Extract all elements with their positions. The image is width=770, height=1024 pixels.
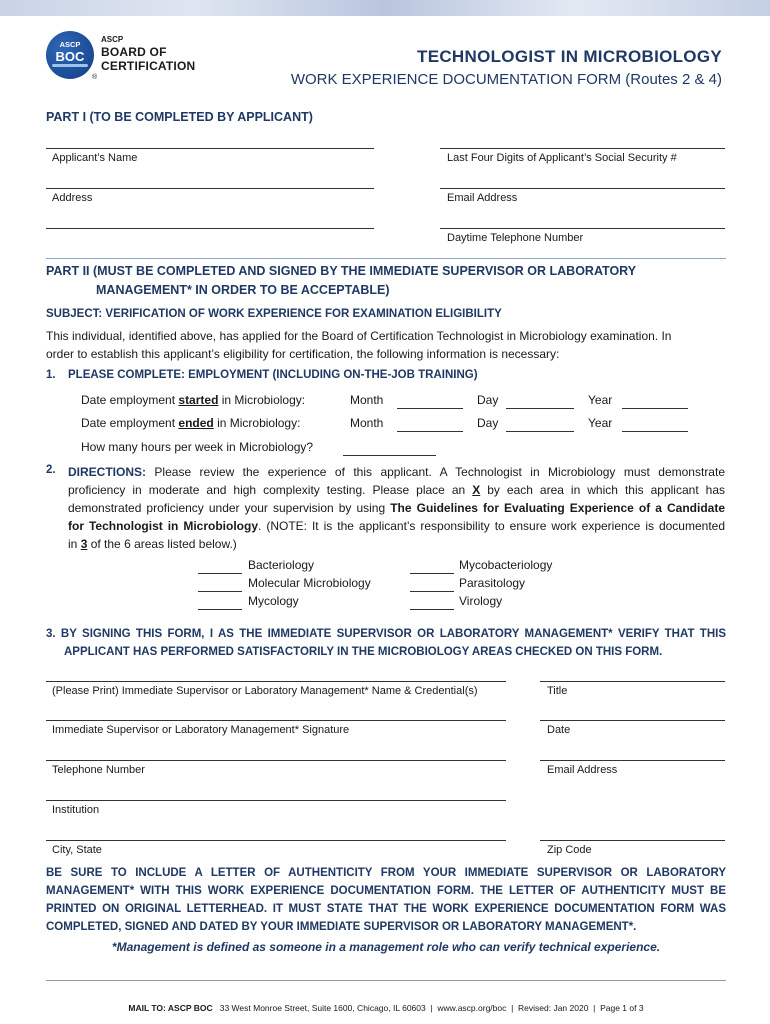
started-month-label: Month [350,393,384,407]
intro-line1: This individual, identified above, has applied for the Board of Certification Technologist in Microbiology examination. In [46,329,672,343]
phone-label: Daytime Telephone Number [447,232,584,244]
hours-per-week-label: How many hours per week in Microbiology? [81,440,314,454]
part1-heading: PART I (TO BE COMPLETED BY APPLICANT) [46,110,313,124]
started-year-field[interactable] [622,408,688,409]
institution-label: Institution [52,804,100,816]
ended-day-field[interactable] [506,431,574,432]
molecular-checkbox[interactable] [198,591,242,592]
phone-field[interactable] [440,228,725,229]
directions-line2: proficiency in moderate and high complexity testing. Please place an X by each area in which this applicant has [68,483,725,497]
form-title: TECHNOLOGIST IN MICROBIOLOGY [417,47,722,66]
city-state-label: City, State [52,844,102,856]
logo-line-board: BOARD OF [101,45,167,59]
warning-line2: MANAGEMENT* WITH THIS WORK EXPERIENCE DOCUMENTATION FORM. THE LETTER OF AUTHENTICITY MUST BE [46,885,726,897]
top-banner [0,0,770,16]
ended-year-field[interactable] [622,431,688,432]
title-field[interactable] [540,681,725,682]
started-day-label: Day [477,393,499,407]
bacteriology-checkbox[interactable] [198,573,242,574]
section3-line1: 3. BY SIGNING THIS FORM, I AS THE IMMEDIATE SUPERVISOR OR LABORATORY MANAGEMENT* VERIFY THAT THIS [46,628,726,640]
date-started-label: Date employment started in Microbiology: [81,393,306,407]
intro-line2: order to establish this applicant’s eligibility for certification, the following information is necessary: [46,347,560,361]
letter-of-authenticity-notice [46,864,726,936]
footer-address: 33 West Monroe Street, Suite 1600, Chicago, IL 60603 | www.ascp.org/boc | Revised: Jan 2020 | Page 1 of 3 [212,1003,644,1013]
email-label: Email Address [447,192,518,204]
area-virology: Virology [459,594,503,608]
directions-line4: for Technologist in Microbiology. (NOTE: It is the applicant’s responsibility to ensure work experience is documented [68,519,726,533]
institution-field[interactable] [46,800,506,801]
virology-checkbox[interactable] [410,609,454,610]
section1-number: 1. [46,369,56,381]
warning-line4: COMPLETED, SIGNED AND DATED BY YOUR IMMEDIATE SUPERVISOR OR LABORATORY MANAGEMENT*. [46,921,637,933]
ended-year-label: Year [588,416,613,430]
logo-ascp-small: ASCP [59,40,81,49]
directions-line1: DIRECTIONS: Please review the experience of this applicant. A Technologist in Microbiology must demonstrate [68,465,725,479]
address-field[interactable] [46,188,374,189]
parasitology-checkbox[interactable] [410,591,454,592]
ascp-boc-logo [46,31,94,79]
ended-month-field[interactable] [397,431,463,432]
signature-field[interactable] [46,720,506,721]
section3-line2: APPLICANT HAS PERFORMED SATISFACTORILY IN THE MICROBIOLOGY AREAS CHECKED ON THIS FORM. [64,646,663,658]
hours-per-week-field[interactable] [343,455,436,456]
area-molecular: Molecular Microbiology [248,576,371,590]
footer-divider [46,980,726,981]
logo-line-ascp: ASCP [101,35,124,44]
area-parasitology: Parasitology [459,576,526,590]
subject-heading: SUBJECT: VERIFICATION OF WORK EXPERIENCE FOR EXAMINATION ELIGIBILITY [46,308,502,320]
started-month-field[interactable] [397,408,463,409]
zip-field[interactable] [540,840,725,841]
applicant-name-field[interactable] [46,148,374,149]
city-state-field[interactable] [46,840,506,841]
section1-heading: PLEASE COMPLETE: EMPLOYMENT (INCLUDING ON-THE-JOB TRAINING) [68,369,478,381]
date-field[interactable] [540,720,725,721]
ended-day-label: Day [477,416,499,430]
part2-heading-line2: MANAGEMENT* IN ORDER TO BE ACCEPTABLE) [96,283,390,297]
signature-label: Immediate Supervisor or Laboratory Management* Signature [52,724,350,736]
section-divider [46,258,726,259]
logo-boc: BOC [55,49,85,64]
date-label: Date [547,724,571,736]
date-ended-label: Date employment ended in Microbiology: [81,416,301,430]
zip-label: Zip Code [547,844,592,856]
supervisor-name-field[interactable] [46,681,506,682]
supervisor-email-label: Email Address [547,764,618,776]
logo-wave [52,64,88,67]
title-label: Title [547,685,568,697]
supervisor-phone-field[interactable] [46,760,506,761]
ended-month-label: Month [350,416,384,430]
warning-line3: PRINTED ON ORIGINAL LETTERHEAD. IT MUST STATE THAT THE WORK EXPERIENCE DOCUMENTATION FORM WAS [46,903,726,915]
started-day-field[interactable] [506,408,574,409]
area-bacteriology: Bacteriology [248,558,315,572]
area-mycobacteriology: Mycobacteriology [459,558,553,572]
ssn-field[interactable] [440,148,725,149]
footer-mail-label: MAIL TO: ASCP BOC [128,1003,213,1013]
directions-line3: demonstrated proficiency under your supervision by using The Guidelines for Evaluating Experience of a Candidate [68,501,725,515]
area-mycology: Mycology [248,594,299,608]
logo-wordmark [101,36,195,72]
ssn-label: Last Four Digits of Applicant’s Social Security # [447,152,677,164]
directions-line5: in 3 of the 6 areas listed below.) [68,537,237,551]
footer [46,1003,726,1013]
warning-line1: BE SURE TO INCLUDE A LETTER OF AUTHENTICITY FROM YOUR IMMEDIATE SUPERVISOR OR LABORATORY [46,867,726,879]
form-subtitle: WORK EXPERIENCE DOCUMENTATION FORM (Routes 2 & 4) [290,71,722,88]
supervisor-name-label: (Please Print) Immediate Supervisor or Laboratory Management* Name & Credential(s) [52,685,478,697]
part2-heading-line1: PART II (MUST BE COMPLETED AND SIGNED BY THE IMMEDIATE SUPERVISOR OR LABORATORY [46,264,637,278]
started-year-label: Year [588,393,613,407]
mycobacteriology-checkbox[interactable] [410,573,454,574]
section2-number: 2. [46,464,56,476]
applicant-name-label: Applicant’s Name [52,152,138,164]
logo-line-certification: CERTIFICATION [101,59,196,73]
email-field[interactable] [440,188,725,189]
mycology-checkbox[interactable] [198,609,242,610]
logo-registered-mark: ® [92,74,98,81]
supervisor-email-field[interactable] [540,760,725,761]
supervisor-phone-label: Telephone Number [52,764,145,776]
management-definition: *Management is defined as someone in a management role who can verify technical experience. [111,940,661,954]
address-label: Address [52,192,93,204]
address-line2-field[interactable] [46,228,374,229]
